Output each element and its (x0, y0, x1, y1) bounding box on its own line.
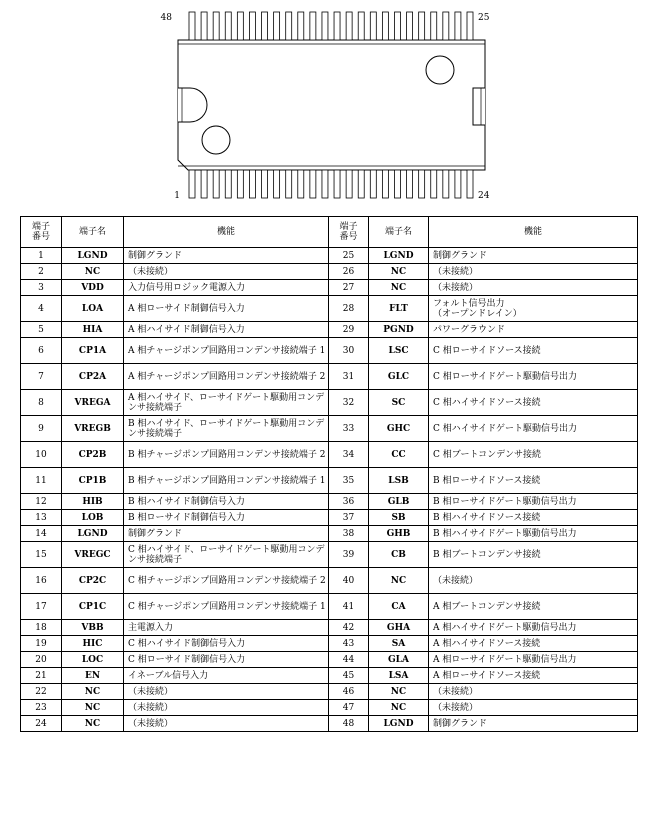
table-row (21, 296, 638, 322)
pin-name: CP2A (62, 364, 124, 390)
pin-function: （未接続） (429, 264, 638, 280)
pin-number: 16 (21, 568, 62, 594)
package-pin (322, 12, 328, 40)
ic-package-drawing (0, 0, 649, 210)
pins-top-row (189, 12, 473, 40)
pin-function: C 相ローサイドソース接続 (429, 338, 638, 364)
package-pin (382, 170, 388, 198)
table-row (21, 568, 638, 594)
pin-name: VREGA (62, 390, 124, 416)
header-pin-name-left: 端子名 (62, 217, 124, 248)
package-pin (262, 12, 268, 40)
index-notch-left (178, 88, 207, 122)
package-pin (286, 12, 292, 40)
package-pin (334, 170, 340, 198)
table-row (21, 390, 638, 416)
pin-function: B 相ハイサイド、ローサイドゲート駆動用コンデンサ接続端子 (124, 416, 329, 442)
pin-function: A 相ブートコンデンサ接続 (429, 594, 638, 620)
package-pin (249, 170, 255, 198)
pin-number: 38 (329, 526, 369, 542)
package-pin (407, 12, 413, 40)
pin-number: 7 (21, 364, 62, 390)
pin-name: NC (369, 684, 429, 700)
pin-number: 33 (329, 416, 369, 442)
pin-name: VREGB (62, 416, 124, 442)
pin-assignment-table (20, 216, 638, 732)
pin-function: A 相ハイサイドゲート駆動信号出力 (429, 620, 638, 636)
package-pin (189, 12, 195, 40)
ic-package-diagram (0, 0, 649, 210)
pin-name: GLB (369, 494, 429, 510)
pin-number: 22 (21, 684, 62, 700)
package-pin (443, 12, 449, 40)
package-pin (455, 170, 461, 198)
package-pin (213, 170, 219, 198)
pin-number: 8 (21, 390, 62, 416)
pin-function: C 相ローサイド制御信号入力 (124, 652, 329, 668)
table-row (21, 716, 638, 732)
pin-name: LOC (62, 652, 124, 668)
pin-number: 19 (21, 636, 62, 652)
pin-name: NC (62, 264, 124, 280)
pin-name: VDD (62, 280, 124, 296)
pin-number: 17 (21, 594, 62, 620)
pin-function: B 相ローサイド制御信号入力 (124, 510, 329, 526)
pin-number: 35 (329, 468, 369, 494)
pin-number: 1 (21, 248, 62, 264)
table-row (21, 700, 638, 716)
pin-number: 20 (21, 652, 62, 668)
package-pin (225, 170, 231, 198)
pin-number: 14 (21, 526, 62, 542)
pin-function: （未接続） (124, 716, 329, 732)
table-row (21, 468, 638, 494)
package-pin (201, 12, 207, 40)
table-row (21, 684, 638, 700)
pin-function: B 相ブートコンデンサ接続 (429, 542, 638, 568)
pin-name: HIB (62, 494, 124, 510)
pin-number: 13 (21, 510, 62, 526)
pin-name: VREGC (62, 542, 124, 568)
pin-function: フォルト信号出力 （オープンドレイン） (429, 296, 638, 322)
pin-function: （未接続） (124, 264, 329, 280)
pin-name: LOA (62, 296, 124, 322)
table-row (21, 636, 638, 652)
header-pin-number-left: 端子 番号 (21, 217, 62, 248)
pin-label-1: 1 (174, 191, 180, 201)
pin-number: 30 (329, 338, 369, 364)
pin-name: LSB (369, 468, 429, 494)
pin-name: LOB (62, 510, 124, 526)
pin-function: B 相チャージポンプ回路用コンデンサ接続端子 1 (124, 468, 329, 494)
pin-function: B 相ローサイドソース接続 (429, 468, 638, 494)
pin-name: HIA (62, 322, 124, 338)
package-pin (237, 12, 243, 40)
package-pin (334, 12, 340, 40)
package-pin (358, 170, 364, 198)
pin-function: C 相ハイサイド制御信号入力 (124, 636, 329, 652)
header-pin-number-right: 端子 番号 (329, 217, 369, 248)
pin-number: 46 (329, 684, 369, 700)
pin-function: C 相ブートコンデンサ接続 (429, 442, 638, 468)
pin-number: 23 (21, 700, 62, 716)
pin-name: VBB (62, 620, 124, 636)
pin-function: C 相チャージポンプ回路用コンデンサ接続端子 2 (124, 568, 329, 594)
pin-function: （未接続） (124, 700, 329, 716)
package-pin (382, 12, 388, 40)
package-pin (274, 12, 280, 40)
package-pin (274, 170, 280, 198)
package-pin (443, 170, 449, 198)
package-pin (262, 170, 268, 198)
pin-function: A 相ハイサイド制御信号入力 (124, 322, 329, 338)
pin-name: FLT (369, 296, 429, 322)
pin-number: 27 (329, 280, 369, 296)
pin-name: EN (62, 668, 124, 684)
table-row (21, 338, 638, 364)
table-row (21, 364, 638, 390)
package-pin (310, 170, 316, 198)
package-pin (431, 12, 437, 40)
pin-number: 2 (21, 264, 62, 280)
pin-number: 36 (329, 494, 369, 510)
pin-name: LSA (369, 668, 429, 684)
pin-number: 26 (329, 264, 369, 280)
package-pin (298, 12, 304, 40)
table-row (21, 416, 638, 442)
package-pin (419, 170, 425, 198)
pin-name: SC (369, 390, 429, 416)
pin-function: A 相ローサイドゲート駆動信号出力 (429, 652, 638, 668)
package-pin (201, 170, 207, 198)
package-pin (431, 170, 437, 198)
package-pin (467, 12, 473, 40)
pin-number: 11 (21, 468, 62, 494)
pin-number: 32 (329, 390, 369, 416)
pin-name: CP2B (62, 442, 124, 468)
package-pin (467, 170, 473, 198)
table-row (21, 322, 638, 338)
pin-number: 37 (329, 510, 369, 526)
pin-number: 24 (21, 716, 62, 732)
pin-number: 6 (21, 338, 62, 364)
pin-function: 入力信号用ロジック電源入力 (124, 280, 329, 296)
table-row (21, 442, 638, 468)
pin-number: 34 (329, 442, 369, 468)
table-row (21, 620, 638, 636)
pin-name: GLA (369, 652, 429, 668)
pin-number: 40 (329, 568, 369, 594)
pin-function: （未接続） (429, 568, 638, 594)
pin-function: B 相チャージポンプ回路用コンデンサ接続端子 2 (124, 442, 329, 468)
pin-number: 45 (329, 668, 369, 684)
pin-number: 3 (21, 280, 62, 296)
pin-table-body (21, 248, 638, 732)
package-pin (310, 12, 316, 40)
pin-name: CP1C (62, 594, 124, 620)
pin-number: 43 (329, 636, 369, 652)
table-row (21, 280, 638, 296)
pin-function: B 相ローサイドゲート駆動信号出力 (429, 494, 638, 510)
pin-name: GHB (369, 526, 429, 542)
pin-name: NC (62, 716, 124, 732)
header-function-left: 機能 (124, 217, 329, 248)
pin-name: LGND (62, 248, 124, 264)
pin-function: A 相ローサイドソース接続 (429, 668, 638, 684)
pin-function: C 相チャージポンプ回路用コンデンサ接続端子 1 (124, 594, 329, 620)
pin-number: 18 (21, 620, 62, 636)
table-row (21, 652, 638, 668)
table-row (21, 526, 638, 542)
pin-number: 29 (329, 322, 369, 338)
package-pin (419, 12, 425, 40)
pin-number: 28 (329, 296, 369, 322)
package-pin (346, 12, 352, 40)
pin-number: 5 (21, 322, 62, 338)
pin-name: GHA (369, 620, 429, 636)
pin-function: B 相ハイサイドゲート駆動信号出力 (429, 526, 638, 542)
package-pin (455, 12, 461, 40)
package-pin (370, 12, 376, 40)
pin-function: A 相ローサイド制御信号入力 (124, 296, 329, 322)
pin-name: CC (369, 442, 429, 468)
pin-number: 31 (329, 364, 369, 390)
pin-name: LGND (62, 526, 124, 542)
package-pin (322, 170, 328, 198)
pin-function: A 相チャージポンプ回路用コンデンサ接続端子 1 (124, 338, 329, 364)
pin-function: A 相ハイサイドソース接続 (429, 636, 638, 652)
pin-name: CP1B (62, 468, 124, 494)
header-function-right: 機能 (429, 217, 638, 248)
table-row (21, 264, 638, 280)
pin-number: 12 (21, 494, 62, 510)
pin-label-48: 48 (160, 13, 172, 23)
pin-function: 制御グランド (124, 248, 329, 264)
pin-number: 47 (329, 700, 369, 716)
pin-function: B 相ハイサイドソース接続 (429, 510, 638, 526)
pin-number: 48 (329, 716, 369, 732)
pin-function: （未接続） (429, 684, 638, 700)
pin-function: 制御グランド (429, 716, 638, 732)
pin-name: PGND (369, 322, 429, 338)
pin-name: LGND (369, 248, 429, 264)
pin-name: LGND (369, 716, 429, 732)
index-notch-right (473, 88, 485, 125)
pin-function: イネーブル信号入力 (124, 668, 329, 684)
pin-function: 主電源入力 (124, 620, 329, 636)
pin-number: 44 (329, 652, 369, 668)
pin-function: パワーグラウンド (429, 322, 638, 338)
pin-function: （未接続） (124, 684, 329, 700)
pin-function: 制御グランド (429, 248, 638, 264)
pin-number: 21 (21, 668, 62, 684)
header-pin-name-right: 端子名 (369, 217, 429, 248)
pin-name: CP2C (62, 568, 124, 594)
package-pin (237, 170, 243, 198)
pin-number: 10 (21, 442, 62, 468)
pin-number: 41 (329, 594, 369, 620)
package-pin (298, 170, 304, 198)
package-pin (370, 170, 376, 198)
package-pin (189, 170, 195, 198)
pin-label-25: 25 (478, 13, 490, 23)
pin-number: 42 (329, 620, 369, 636)
pin-number: 39 (329, 542, 369, 568)
pin-label-24: 24 (478, 191, 490, 201)
pin-function: C 相ハイサイドゲート駆動信号出力 (429, 416, 638, 442)
package-pin (394, 12, 400, 40)
pin-name: NC (369, 568, 429, 594)
table-row (21, 668, 638, 684)
pin-name: SA (369, 636, 429, 652)
package-body (178, 40, 485, 170)
package-pin (213, 12, 219, 40)
pin-function: A 相チャージポンプ回路用コンデンサ接続端子 2 (124, 364, 329, 390)
pin-function: （未接続） (429, 280, 638, 296)
pin-function: B 相ハイサイド制御信号入力 (124, 494, 329, 510)
package-pin (346, 170, 352, 198)
package-pin (394, 170, 400, 198)
pin-name: GHC (369, 416, 429, 442)
table-header-row (21, 217, 638, 248)
package-pin (407, 170, 413, 198)
pin-name: CB (369, 542, 429, 568)
pin-name: SB (369, 510, 429, 526)
pin-number: 9 (21, 416, 62, 442)
table-row (21, 510, 638, 526)
table-row (21, 248, 638, 264)
pin-name: NC (369, 700, 429, 716)
pin-function: （未接続） (429, 700, 638, 716)
package-pin (286, 170, 292, 198)
package-pin (225, 12, 231, 40)
pin-name: HIC (62, 636, 124, 652)
pin-function: C 相ローサイドゲート駆動信号出力 (429, 364, 638, 390)
table-row (21, 494, 638, 510)
pin-function: 制御グランド (124, 526, 329, 542)
table-row (21, 594, 638, 620)
pin-number: 25 (329, 248, 369, 264)
pin-name: LSC (369, 338, 429, 364)
pin-name: NC (369, 280, 429, 296)
pin-name: NC (62, 684, 124, 700)
pin-number: 4 (21, 296, 62, 322)
pin-name: NC (62, 700, 124, 716)
package-pin (249, 12, 255, 40)
pin-name: GLC (369, 364, 429, 390)
table-row (21, 542, 638, 568)
pins-bottom-row (189, 170, 473, 198)
package-pin (358, 12, 364, 40)
pin-name: NC (369, 264, 429, 280)
pin-function: C 相ハイサイド、ローサイドゲート駆動用コンデンサ接続端子 (124, 542, 329, 568)
pin-name: CP1A (62, 338, 124, 364)
pin-function: A 相ハイサイド、ローサイドゲート駆動用コンデンサ接続端子 (124, 390, 329, 416)
pin-function: C 相ハイサイドソース接続 (429, 390, 638, 416)
pin-number: 15 (21, 542, 62, 568)
pin-name: CA (369, 594, 429, 620)
